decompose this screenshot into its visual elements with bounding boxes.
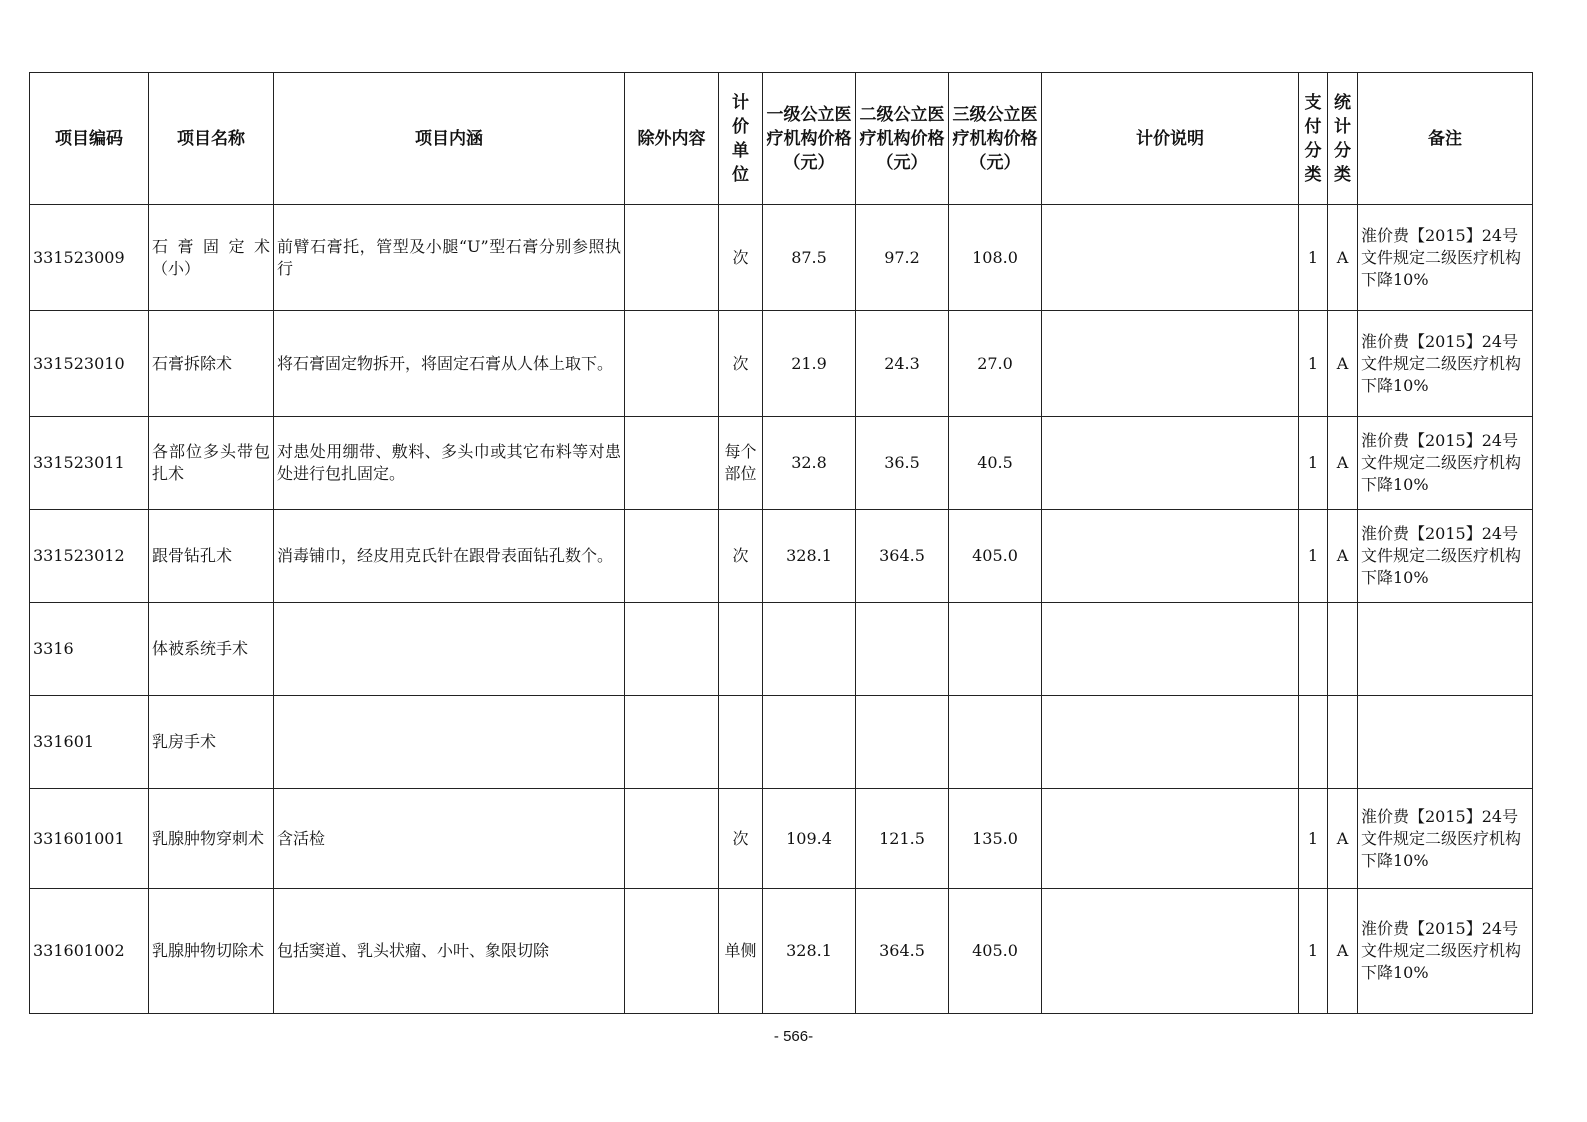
- cell-note: 淮价费【2015】24号文件规定二级医疗机构下降10%: [1358, 510, 1533, 603]
- cell-price3: 108.0: [949, 205, 1042, 311]
- cell-pay-class: 1: [1299, 789, 1328, 889]
- cell-name: 体被系统手术: [149, 603, 274, 696]
- cell-code: 331601002: [30, 889, 149, 1014]
- cell-price1: [763, 696, 856, 789]
- cell-price3: [949, 696, 1042, 789]
- cell-note: [1358, 603, 1533, 696]
- cell-explanation: [1042, 889, 1299, 1014]
- cell-code: 3316: [30, 603, 149, 696]
- table-header-row: [30, 73, 1533, 205]
- cell-stat-class: A: [1328, 789, 1358, 889]
- cell-explanation: [1042, 510, 1299, 603]
- cell-code: 331523010: [30, 311, 149, 417]
- cell-pay-class: 1: [1299, 311, 1328, 417]
- cell-price1: 87.5: [763, 205, 856, 311]
- cell-explanation: [1042, 417, 1299, 510]
- cell-name: 乳腺肿物切除术: [149, 889, 274, 1014]
- cell-exclusion: [625, 205, 719, 311]
- cell-pay-class: [1299, 696, 1328, 789]
- table-row: [30, 510, 1533, 603]
- cell-exclusion: [625, 603, 719, 696]
- cell-price2: 364.5: [856, 510, 949, 603]
- table-row: [30, 789, 1533, 889]
- cell-explanation: [1042, 311, 1299, 417]
- cell-content: 含活检: [274, 789, 625, 889]
- header-code: 项目编码: [30, 73, 149, 205]
- cell-price1: 328.1: [763, 510, 856, 603]
- cell-code: 331523011: [30, 417, 149, 510]
- cell-name: 乳腺肿物穿刺术: [149, 789, 274, 889]
- cell-stat-class: A: [1328, 510, 1358, 603]
- cell-price1: 21.9: [763, 311, 856, 417]
- header-unit: 计价单位: [719, 73, 763, 205]
- cell-content: [274, 696, 625, 789]
- cell-note: [1358, 696, 1533, 789]
- header-note: 备注: [1358, 73, 1533, 205]
- cell-content: 前臂石膏托，管型及小腿“U”型石膏分别参照执行: [274, 205, 625, 311]
- cell-price2: 121.5: [856, 789, 949, 889]
- header-name: 项目名称: [149, 73, 274, 205]
- cell-unit: 次: [719, 205, 763, 311]
- cell-unit: 次: [719, 789, 763, 889]
- cell-pay-class: 1: [1299, 510, 1328, 603]
- header-content: 项目内涵: [274, 73, 625, 205]
- table-row: [30, 205, 1533, 311]
- cell-price2: 24.3: [856, 311, 949, 417]
- cell-price2: [856, 696, 949, 789]
- header-stat-class: 统计分类: [1328, 73, 1358, 205]
- cell-pay-class: [1299, 603, 1328, 696]
- header-price3: 三级公立医疗机构价格（元）: [949, 73, 1042, 205]
- cell-name: 乳房手术: [149, 696, 274, 789]
- cell-code: 331601: [30, 696, 149, 789]
- cell-price3: 405.0: [949, 510, 1042, 603]
- cell-exclusion: [625, 417, 719, 510]
- cell-note: 淮价费【2015】24号文件规定二级医疗机构下降10%: [1358, 417, 1533, 510]
- table-row: [30, 696, 1533, 789]
- cell-price2: 97.2: [856, 205, 949, 311]
- cell-unit: [719, 696, 763, 789]
- cell-unit: 单侧: [719, 889, 763, 1014]
- cell-price3: [949, 603, 1042, 696]
- cell-pay-class: 1: [1299, 205, 1328, 311]
- cell-exclusion: [625, 510, 719, 603]
- cell-content: [274, 603, 625, 696]
- cell-code: 331523009: [30, 205, 149, 311]
- cell-pay-class: 1: [1299, 889, 1328, 1014]
- page-number: - 566-: [773, 1028, 814, 1045]
- cell-stat-class: [1328, 603, 1358, 696]
- cell-note: 淮价费【2015】24号文件规定二级医疗机构下降10%: [1358, 311, 1533, 417]
- cell-price2: [856, 603, 949, 696]
- header-price1: 一级公立医疗机构价格（元）: [763, 73, 856, 205]
- cell-unit: 每个部位: [719, 417, 763, 510]
- cell-unit: 次: [719, 311, 763, 417]
- cell-price1: [763, 603, 856, 696]
- cell-price1: 328.1: [763, 889, 856, 1014]
- cell-price2: 364.5: [856, 889, 949, 1014]
- cell-pay-class: 1: [1299, 417, 1328, 510]
- cell-note: 淮价费【2015】24号文件规定二级医疗机构下降10%: [1358, 789, 1533, 889]
- cell-note: 淮价费【2015】24号文件规定二级医疗机构下降10%: [1358, 889, 1533, 1014]
- cell-name: 各部位多头带包扎术: [149, 417, 274, 510]
- cell-unit: [719, 603, 763, 696]
- header-price2: 二级公立医疗机构价格（元）: [856, 73, 949, 205]
- cell-content: 对患处用绷带、敷料、多头巾或其它布料等对患处进行包扎固定。: [274, 417, 625, 510]
- table-row: [30, 311, 1533, 417]
- cell-note: 淮价费【2015】24号文件规定二级医疗机构下降10%: [1358, 205, 1533, 311]
- cell-code: 331523012: [30, 510, 149, 603]
- cell-stat-class: [1328, 696, 1358, 789]
- cell-exclusion: [625, 311, 719, 417]
- cell-content: 包括窦道、乳头状瘤、小叶、象限切除: [274, 889, 625, 1014]
- header-explanation: 计价说明: [1042, 73, 1299, 205]
- header-exclusion: 除外内容: [625, 73, 719, 205]
- table-row: [30, 889, 1533, 1014]
- cell-stat-class: A: [1328, 417, 1358, 510]
- cell-exclusion: [625, 696, 719, 789]
- cell-stat-class: A: [1328, 311, 1358, 417]
- cell-explanation: [1042, 205, 1299, 311]
- cell-price1: 109.4: [763, 789, 856, 889]
- cell-explanation: [1042, 696, 1299, 789]
- price-table: [29, 72, 1533, 1014]
- table-row: [30, 417, 1533, 510]
- cell-content: 将石膏固定物拆开，将固定石膏从人体上取下。: [274, 311, 625, 417]
- table-row: [30, 603, 1533, 696]
- cell-name: 跟骨钻孔术: [149, 510, 274, 603]
- cell-price3: 135.0: [949, 789, 1042, 889]
- cell-explanation: [1042, 603, 1299, 696]
- cell-explanation: [1042, 789, 1299, 889]
- cell-price3: 40.5: [949, 417, 1042, 510]
- cell-exclusion: [625, 889, 719, 1014]
- cell-price3: 27.0: [949, 311, 1042, 417]
- cell-price2: 36.5: [856, 417, 949, 510]
- cell-price1: 32.8: [763, 417, 856, 510]
- cell-stat-class: A: [1328, 889, 1358, 1014]
- cell-price3: 405.0: [949, 889, 1042, 1014]
- cell-unit: 次: [719, 510, 763, 603]
- cell-code: 331601001: [30, 789, 149, 889]
- header-pay-class: 支付分类: [1299, 73, 1328, 205]
- cell-name: 石膏固定术（小）: [149, 205, 274, 311]
- cell-exclusion: [625, 789, 719, 889]
- cell-content: 消毒铺巾，经皮用克氏针在跟骨表面钻孔数个。: [274, 510, 625, 603]
- cell-name: 石膏拆除术: [149, 311, 274, 417]
- cell-stat-class: A: [1328, 205, 1358, 311]
